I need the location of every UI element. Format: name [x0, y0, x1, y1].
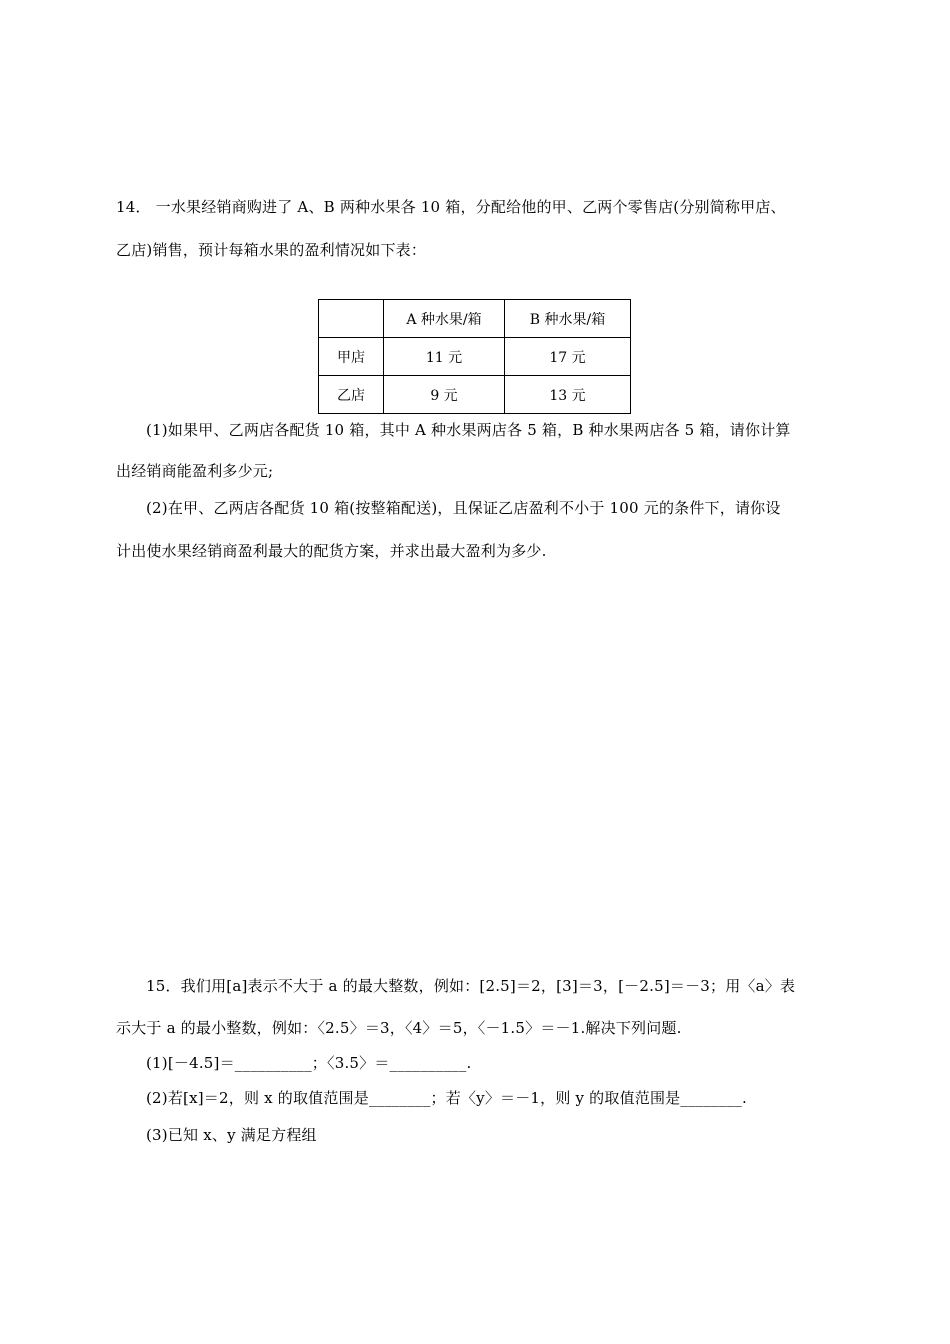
table-header-cell: [319, 300, 384, 338]
table-header-cell: A 种水果/箱: [384, 300, 505, 338]
q14-part2-line-2: 计出使水果经销商盈利最大的配货方案，并求出最大盈利为多少.: [116, 542, 547, 560]
table-header-row: [319, 300, 631, 338]
q14-part1-line-2: 出经销商能盈利多少元;: [116, 462, 274, 480]
table-cell: 11 元: [384, 338, 505, 376]
table-cell: 乙店: [319, 376, 384, 414]
q15-part-2: (2)若[x]＝2，则 x 的取值范围是________；若〈y〉＝－1，则 y 的取值范围是________.: [146, 1089, 747, 1107]
q14-line-2: 乙店)销售，预计每箱水果的盈利情况如下表：: [116, 241, 427, 259]
table-row: [319, 338, 631, 376]
table-cell: 17 元: [505, 338, 631, 376]
q14-part1-line-1: (1)如果甲、乙两店各配货 10 箱，其中 A 种水果两店各 5 箱，B 种水果两店各 5 箱，请你计算: [146, 421, 791, 439]
q14-part2-line-1: (2)在甲、乙两店各配货 10 箱(按整箱配送)，且保证乙店盈利不小于 100 元的条件下，请你设: [146, 499, 781, 517]
table-cell: 13 元: [505, 376, 631, 414]
profit-table: [318, 299, 631, 414]
q15-line-1: 15．我们用[a]表示不大于 a 的最大整数，例如：[2.5]＝2，[3]＝3，[－2.5]＝－3；用〈a〉表: [146, 977, 796, 995]
table-cell: 9 元: [384, 376, 505, 414]
q15-line-2: 示大于 a 的最小整数，例如：〈2.5〉＝3，〈4〉＝5，〈－1.5〉＝－1.解决下列问题.: [116, 1019, 682, 1037]
q14-line-1: 14． 一水果经销商购进了 A、B 两种水果各 10 箱，分配给他的甲、乙两个零售店(分别简称甲店、: [116, 198, 786, 216]
table-row: [319, 376, 631, 414]
q15-part-1: (1)[－4.5]＝__________；〈3.5〉＝__________.: [146, 1054, 472, 1072]
table-header-cell: B 种水果/箱: [505, 300, 631, 338]
q15-part-3: (3)已知 x、y 满足方程组: [146, 1126, 317, 1144]
table-cell: 甲店: [319, 338, 384, 376]
